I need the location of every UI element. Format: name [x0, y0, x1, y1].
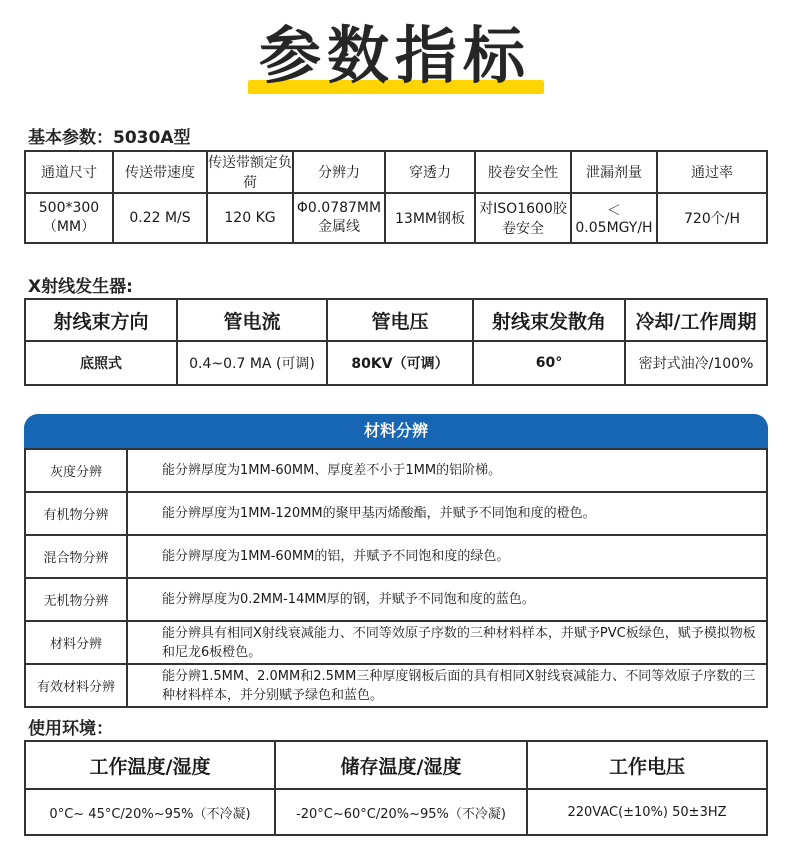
- material-desc: 能分辨具有相同X射线衰减能力、不同等效原子序数的三种材料样本，并赋予PVC板绿色，赋予模拟物板和尼龙6板橙色。: [127, 621, 767, 664]
- header-cell: 传送带额定负荷: [207, 151, 293, 193]
- table-header-row: [25, 299, 767, 341]
- header-cell: 管电流: [177, 299, 327, 341]
- basic-params-label: 基本参数：5030A型: [28, 128, 191, 148]
- table-row: [25, 621, 767, 664]
- material-desc: 能分辨厚度为1MM-60MM、厚度差不小于1MM的铝阶梯。: [127, 449, 767, 492]
- header-cell: 通过率: [657, 151, 767, 193]
- header-cell: 穿透力: [385, 151, 475, 193]
- value-cell: 0.22 M/S: [113, 193, 207, 243]
- value-cell: 对ISO1600胶卷安全: [475, 193, 571, 243]
- environment-label: 使用环境：: [28, 719, 113, 739]
- material-key: 材料分辨: [25, 621, 127, 664]
- value-cell: ＜0.05MGY/H: [571, 193, 657, 243]
- value-cell: 13MM钢板: [385, 193, 475, 243]
- value-cell: 60°: [473, 341, 625, 385]
- table-header-row: [25, 151, 767, 193]
- table-row: [25, 492, 767, 535]
- header-cell: 射线束发散角: [473, 299, 625, 341]
- material-key: 有机物分辨: [25, 492, 127, 535]
- table-row: [25, 193, 767, 243]
- environment-table: [24, 740, 768, 836]
- basic-params-table: [24, 150, 768, 244]
- title-area: [0, 14, 790, 104]
- value-cell: 0°C~ 45°C/20%~95%（不冷凝): [25, 789, 275, 835]
- table-row: [25, 789, 767, 835]
- table-row: [25, 449, 767, 492]
- table-row: [25, 535, 767, 578]
- table-row: [25, 341, 767, 385]
- value-cell: 720个/H: [657, 193, 767, 243]
- material-desc: 能分辨1.5MM、2.0MM和2.5MM三种厚度钢板后面的具有相同X射线衰减能力、不同等效原子序数的三种材料样本，并分别赋予绿色和蓝色。: [127, 664, 767, 707]
- material-desc: 能分辨厚度为0.2MM-14MM厚的钢，并赋予不同饱和度的蓝色。: [127, 578, 767, 621]
- header-cell: 泄漏剂量: [571, 151, 657, 193]
- value-cell: 220VAC(±10%) 50±3HZ: [527, 789, 767, 835]
- value-cell: 底照式: [25, 341, 177, 385]
- header-cell: 工作电压: [527, 741, 767, 789]
- value-cell: -20°C~60°C/20%~95%（不冷凝): [275, 789, 527, 835]
- material-section-header: 材料分辨: [24, 414, 768, 448]
- table-header-row: [25, 741, 767, 789]
- header-cell: 管电压: [327, 299, 473, 341]
- value-cell: 80KV（可调）: [327, 341, 473, 385]
- header-cell: 射线束方向: [25, 299, 177, 341]
- value-cell: 0.4~0.7 MA (可调): [177, 341, 327, 385]
- header-cell: 胶卷安全性: [475, 151, 571, 193]
- header-cell: 传送带速度: [113, 151, 207, 193]
- page-title: 参数指标: [258, 19, 531, 92]
- material-desc: 能分辨厚度为1MM-120MM的聚甲基丙烯酸酯，并赋予不同饱和度的橙色。: [127, 492, 767, 535]
- material-table: [24, 448, 768, 708]
- header-cell: 冷却/工作周期: [625, 299, 767, 341]
- material-key: 有效材料分辨: [25, 664, 127, 707]
- material-key: 灰度分辨: [25, 449, 127, 492]
- header-cell: 储存温度/湿度: [275, 741, 527, 789]
- xray-table: [24, 298, 768, 386]
- xray-label: X射线发生器:: [28, 277, 133, 297]
- value-cell: 密封式油冷/100%: [625, 341, 767, 385]
- value-cell: 120 KG: [207, 193, 293, 243]
- value-cell: 500*300（MM）: [25, 193, 113, 243]
- table-row: [25, 578, 767, 621]
- header-cell: 通道尺寸: [25, 151, 113, 193]
- material-key: 混合物分辨: [25, 535, 127, 578]
- material-key: 无机物分辨: [25, 578, 127, 621]
- table-row: [25, 664, 767, 707]
- material-desc: 能分辨厚度为1MM-60MM的铝，并赋予不同饱和度的绿色。: [127, 535, 767, 578]
- header-cell: 工作温度/湿度: [25, 741, 275, 789]
- value-cell: Φ0.0787MM金属线: [293, 193, 385, 243]
- header-cell: 分辨力: [293, 151, 385, 193]
